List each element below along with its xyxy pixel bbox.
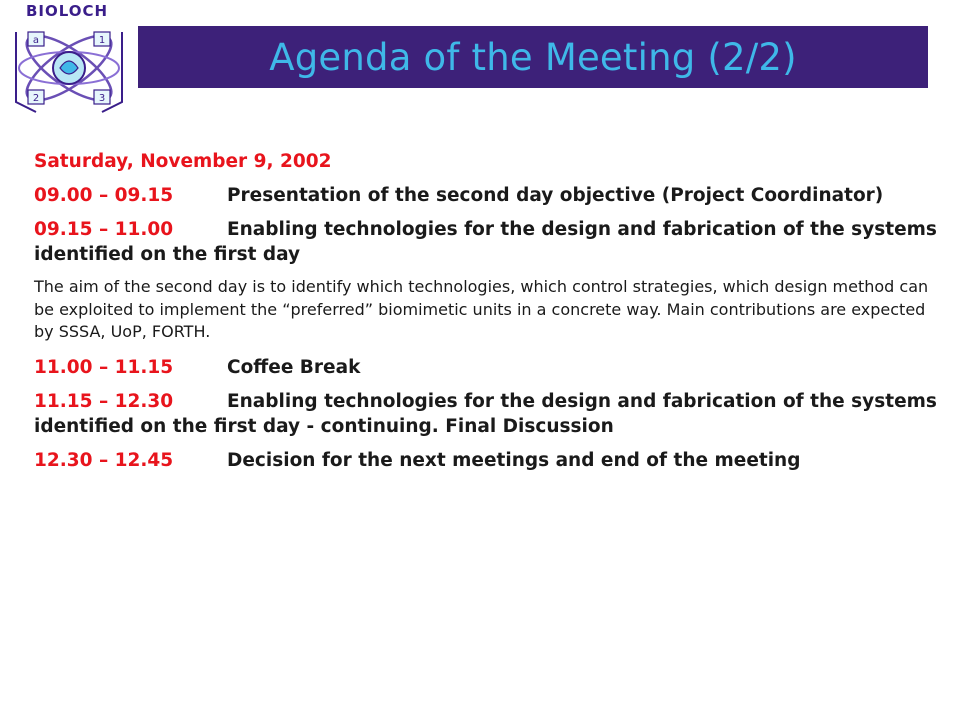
agenda-time: 09.00 – 09.15 <box>34 185 174 206</box>
agenda-time: 09.15 – 11.00 <box>34 219 174 240</box>
agenda-item <box>34 355 939 380</box>
agenda-item <box>34 183 939 208</box>
agenda-text: Decision for the next meetings and end of the meeting <box>227 449 801 471</box>
agenda-item <box>34 389 939 439</box>
agenda-time: 12.30 – 12.45 <box>34 449 174 471</box>
agenda-text: Presentation of the second day objective (Project Coordinator) <box>227 185 884 206</box>
logo-badge: 1 <box>98 35 106 46</box>
page-title: Agenda of the Meeting (2/2) <box>269 35 797 79</box>
agenda-note: The aim of the second day is to identify which technologies, which control strategies, which design method can be exploited to implement the “preferred” biomimetic units in a concrete way. Main contributions are expected by SSSA, UoP, FORTH. <box>34 277 929 341</box>
agenda-time: 11.15 – 12.30 <box>34 390 174 412</box>
agenda-item <box>34 448 939 473</box>
logo-badge: 3 <box>98 93 106 104</box>
agenda-content <box>34 150 939 482</box>
agenda-time: 11.00 – 11.15 <box>34 356 174 378</box>
agenda-date: Saturday, November 9, 2002 <box>34 151 332 172</box>
logo-badge: a <box>32 35 40 46</box>
agenda-text: Enabling technologies for the design and fabrication of the systems identified on the first day - continuing. Final Discussion <box>34 390 937 437</box>
logo-badge: 2 <box>32 93 40 104</box>
logo-text: BIOLOCH <box>25 2 109 20</box>
agenda-text: Coffee Break <box>227 356 361 378</box>
agenda-item <box>34 217 939 267</box>
title-bar <box>138 26 928 88</box>
bioloch-logo-icon <box>6 2 132 114</box>
agenda-text: Enabling technologies for the design and fabrication of the systems identified on the first day <box>34 219 937 265</box>
